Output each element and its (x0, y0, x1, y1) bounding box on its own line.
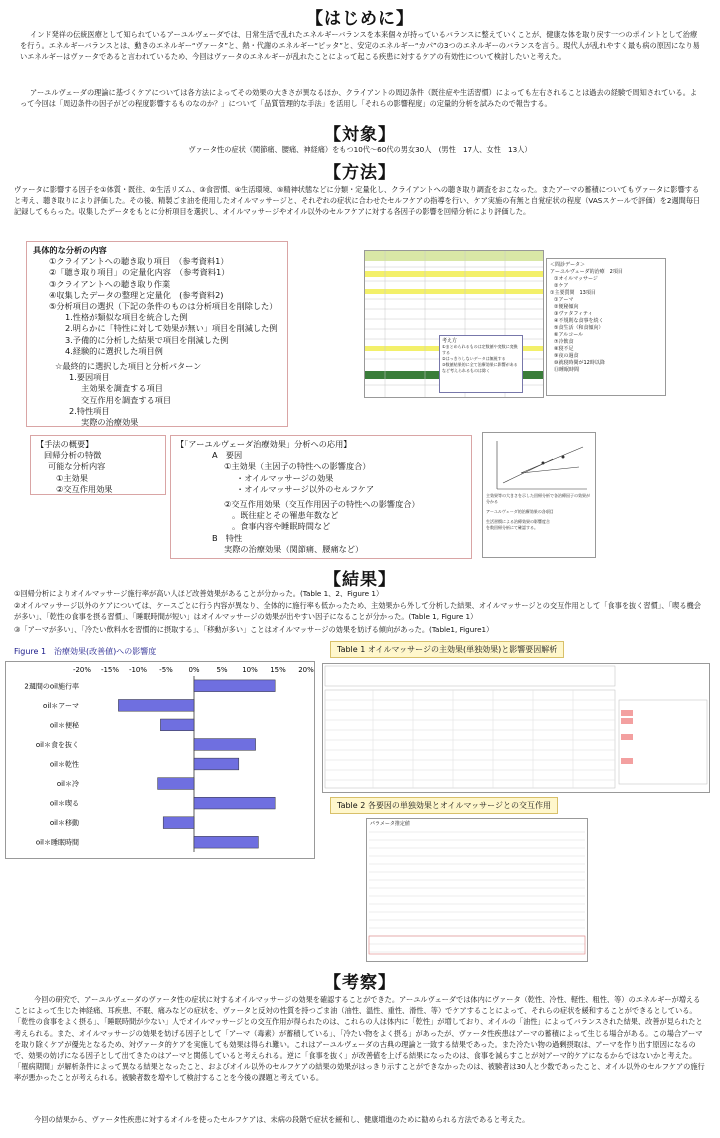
bar (194, 680, 275, 692)
category-label: oil＊睡眠時間 (35, 838, 79, 847)
bar (194, 797, 275, 809)
x-tick-label: 20% (298, 666, 314, 674)
category-label: oil＊喫る (49, 799, 79, 808)
interview-line: ⑨夜の過食 (554, 353, 579, 359)
thinking-note (439, 335, 523, 393)
results-item-1: ①回帰分析によりオイルマッサージ施行率が高い人ほど改善効果があることが分かった。(Table 1、2、Figure 1） (14, 589, 384, 598)
figure1-caption: Figure 1 治療効果(改善値)への影響度 (14, 647, 157, 656)
x-tick-label: 0% (188, 666, 200, 674)
overview-title: 【手法の概要】 (36, 439, 94, 449)
x-tick-label: 10% (242, 666, 258, 674)
category-label: oil＊冷 (56, 780, 79, 789)
note-line: ①まとめられるものは定数値や変数に変換する (442, 344, 518, 355)
x-tick-label: -5% (159, 666, 173, 674)
results-item-2: ②オイルマッサージ以外のケアについては、ケースごとに行う内容が異なり、全体的に施行率も低かったため、主効果から外して分析した結果、オイルマッサージとの交互作用として「食事を抜く習慣」、「喫る機会が多い」、「乾性の食事を摂る習慣」、「睡眠時間が短い」はオイルマッサージの効果が出やすい因子になることが分かった。(Table 1, Figure 1） (14, 601, 701, 622)
diagram-label: アーユルヴェーダ的治療効果の各項目 (486, 509, 554, 514)
application-line: 。食事内容や睡眠時間など (232, 521, 331, 532)
overview-line: 回帰分析の特徴 (44, 450, 102, 461)
analysis-line: ☆最終的に選択した項目と分析パターン (55, 361, 202, 372)
category-label: oil＊便秘 (49, 721, 79, 730)
results-heading: 【結果】 (324, 570, 396, 590)
application-box (170, 435, 472, 559)
overview-line: ①主効果 (56, 472, 88, 483)
bar (158, 778, 194, 790)
interview-title: ＜問診データ＞ (550, 262, 586, 268)
method-overview-box (30, 435, 166, 495)
analysis-line: ③クライアントへの聴き取り作業 (49, 278, 171, 289)
analysis-line: ②「聴き取り項目」の定量化内容 （参考資料1） (49, 267, 230, 278)
bar (194, 739, 256, 751)
category-label: oil＊食を抜く (35, 740, 79, 749)
analysis-title: 具体的な分析の内容 (33, 245, 107, 255)
analysis-line: 2.明らかに「特性に対して効果が無い」項目を削減した例 (65, 323, 278, 334)
note-line: ②はっきりしないデータは無視する (442, 356, 506, 361)
analysis-line: 1.要因項目 (69, 372, 110, 383)
note-title: 考え方 (442, 338, 458, 344)
analysis-line: 3.予備的に分析した結果で項目を削減した例 (65, 334, 229, 345)
analysis-line: 交互作用を調査する項目 (81, 394, 172, 405)
reference-spreadsheet-thumbnail (364, 250, 544, 398)
application-line: A 要因 (212, 450, 243, 461)
analysis-line: 主効果を調査する項目 (81, 383, 163, 394)
x-tick-label: -10% (128, 666, 148, 674)
method-heading: 【方法】 (324, 163, 396, 183)
intro-paragraph-2: アーユルヴェーダの理論に基づくケアについては各方法によってその効果の大きさが異なるほか、クライアントの周辺条件（既往症や生活習慣）によっても左右されることは過去の経験で周知されている。よって今回は「周辺条件の因子がどの程度影響するものなのか？」について「品質管理的な手法」を活用し「それらの影響程度」の定量的分析を試みたので報告する。 (20, 88, 698, 109)
discussion-heading: 【考察】 (324, 973, 396, 993)
interview-line: ⑤食生活（和食傾向） (554, 325, 604, 331)
analysis-line: ④収集したデータの整理と定量化 (参考資料2) (49, 289, 224, 300)
application-line: ①主効果（主因子の特性への影響度合） (224, 461, 371, 472)
overview-line: 可能な分析内容 (48, 461, 106, 472)
method-text: ヴァータに影響する因子を①体質・既往、②生活リズム、③食習慣、④生活環境、⑤精神状態などに分類・定量化し、クライアントへの聴き取り調査をおこなった。またアーマの蓄積についてもヴァータに影響すると考え、聴き取りにより評価した。その後、精製ごま油を使用したオイルマッサージと、それぞれの症状に合わせたセルフケアの指導を行い、ケア実施の有無と自覚症状の程度（VASスケールで評価）を2週間毎日記録してもらった。収集したデータをもとに分析項目を選択し、オイルマッサージやオイル以外のセルフケアに対する各因子の影響を回帰分析により評価した。 (14, 185, 701, 217)
category-label: oil＊移動 (49, 819, 79, 828)
table2-caption: Table 2 各要因の単独効果とオイルマッサージとの交互作用 (330, 797, 558, 814)
category-label: oil＊アーマ (43, 701, 79, 710)
x-tick-label: -15% (100, 666, 120, 674)
interview-line: ⑧寝不足 (554, 346, 574, 352)
note-line: ③数値結果的に全て治療効果に影響があるなど考えられるものは除く (442, 362, 518, 373)
interview-data-thumbnail (546, 258, 666, 396)
interview-line: ⑥アルコール (554, 332, 584, 338)
table2-grid (367, 828, 587, 958)
interview-line: ④不規則な食事を続く (554, 318, 604, 324)
interview-line: ①主要質問 13項目 (550, 290, 596, 296)
diagram-label: を数回帰分析にて確認する。 (486, 525, 538, 530)
table2-thumbnail (366, 818, 588, 962)
regression-diagram (483, 433, 595, 501)
figure1-chart-frame (5, 661, 315, 859)
application-line: 。既往症とその罹患年数など (232, 510, 339, 521)
results-item-3: ③「アーマが多い」、「冷たい飲料水を習慣的に摂取する」、「移動が多い」ことはオイルマッサージの効果を妨げる傾向があった。(Table1, Figure1） (14, 625, 494, 634)
intro-heading: 【はじめに】 (306, 9, 414, 29)
bar (160, 719, 194, 731)
application-title: 【「アーユルヴェーダ治療効果」分析への応用】 (176, 439, 352, 449)
analysis-line: 4.経験的に選択した項目例 (65, 345, 163, 356)
application-line: 実際の治療効果（関節痛、腰痛など） (224, 543, 364, 554)
interview-line: ②便秘傾向 (554, 304, 579, 310)
analysis-line: 1.性格が類似な項目を統合した例 (65, 312, 188, 323)
application-line: ・オイルマッサージの効果 (236, 472, 334, 483)
diagram-label: 主効果等の大きさを示した回帰分析で各治療因子の効果が分かる (486, 493, 590, 504)
application-line: ②交互作用効果（交互作用因子の特性への影響度合） (224, 499, 420, 510)
table2-title: パラメータ推定値 (370, 821, 410, 827)
analysis-line: ⑤分析項目の選択（下記の条件のものは分析項目を削除した） (49, 301, 278, 312)
target-heading: 【対象】 (324, 125, 396, 145)
discussion-text: 今回の研究で、アーユルヴェーダのヴァータ性の症状に対するオイルマッサージの効果を確認することができた。アーユルヴェーダでは体内にヴァータ（乾性、冷性、軽性、粗性、等）のエネルギーが増えることによって生じた神経痛、耳疾患、不眠、痛みなどの症状を、ヴァータと反対の性質を持つごま油（油性、温性、重性、滑性、等）でケアすることによって、それらの症状を緩和することができるとしている。「乾性の食事をよく摂る」、「睡眠時間が少ない」人でオイルマッサージとの交互作用が得られたのは、これらの人は体内に「乾性」が増しており、オイルの「油性」によってバランスされた結果、改善が見られたと考えられる。また、オイルマッサージの効果を妨げる因子として「アーマ（毒素）が蓄積している」、「冷たい物をよく摂る」があったが、ヴァータ性疾患はアーマの蓄積によって生じる場合がある。この場合アーマを取り除くケアが優先となるため、対ヴァータ的ケアを実施しても効果は得られ難い。これはアーユルヴェーダの古典の理論と一致する結果であった。また冷たい物の過剰摂取は、アーマを作り出す原因になるので、効果の妨げになる因子として出てきたのはアーマと関係していると考えられる。逆に「食事を抜く」が改善値を上げる結果になったのは、食事を減らすことが対アーマ的ケアになるからではないかと考えた。「罹病期間」が解析条件によって異なる結果となったこと、およびオイル以外のセルフケアの結果の効果がはっきり示すことができなかったのは、被験者は30人と少数であったこと、オイル以外のセルフケアの施行率が悪かったことが考えられる。被験者数を増やして検討することを今後の課題と考えている。 (14, 995, 705, 1083)
x-tick-label: 5% (216, 666, 228, 674)
interview-line: ⑦冷飲食 (554, 339, 574, 345)
table1-caption: Table 1 オイルマッサージの主効果(単独効果)と影響要因解析 (330, 641, 564, 658)
x-tick-label: 15% (270, 666, 286, 674)
analysis-line: 2.特性項目 (69, 405, 110, 416)
intro-paragraph-1: インド発祥の伝統医療として知られているアーユルヴェーダでは、日常生活で乱れたエネルギーバランスを本来個々が持っているバランスに整えていくことが、健康な体を取り戻す一つのポイントとして治療を行う。エネルギーバランスとは、動きのエネルギー“ヴァータ”と、熱・代謝のエネルギー“ピッタ”と、安定のエネルギー“カパ”の3つのエネルギーのバランスを言う。現代人が乱れやすく最も病の原因になり易いエネルギーはヴァータであると言われているため、今回はヴァータのエネルギーが乱れたことによって起こる疾患に対するケアの有効性について検討したいと考えた。 (20, 30, 700, 62)
interview-line: ②ケア (554, 283, 569, 289)
figure1-chart (6, 662, 314, 858)
discussion-closing: 今回の結果から、ヴァータ性疾患に対するオイルを使ったセルフケアは、未病の段階で症状を緩和し、健康増進のために勧められる方法であると考えた。 (34, 1115, 530, 1124)
analysis-content-box (26, 241, 288, 427)
regression-diagram-thumbnail (482, 432, 596, 558)
analysis-line: 実際の治療効果 (81, 417, 139, 428)
bar (194, 836, 258, 848)
category-label: oil＊乾性 (49, 760, 79, 769)
bar (163, 817, 194, 829)
application-line: ・オイルマッサージ以外のセルフケア (236, 483, 375, 494)
bar (194, 758, 239, 770)
analysis-line: ①クライアントへの聴き取り項目 （参考資料1） (49, 256, 229, 267)
overview-line: ②交互作用効果 (56, 483, 113, 494)
interview-line: ③ヴァタフィティ (554, 311, 593, 317)
category-label: 2週間のoil施行率 (24, 682, 79, 691)
diagram-label: 生活習慣による治療効果の影響度合 (486, 519, 550, 524)
application-line: B 特性 (212, 532, 243, 543)
interview-line: ①オイルマッサージ (554, 276, 598, 282)
target-text: ヴァータ性の症状（関節痛、腰痛、神経痛）をもつ10代〜60代の男女30人 (男性 17人、女性 13人） (188, 145, 532, 154)
x-tick-label: -20% (72, 666, 92, 674)
table1-grid (323, 664, 709, 792)
interview-line: ⑪睡眠時間 (554, 367, 580, 373)
interview-line: ①アーマ (554, 297, 574, 303)
bar (118, 699, 194, 711)
interview-line: ⑩就寝時間が12時以降 (554, 360, 605, 366)
interview-line: アーユルヴェーダ的治療 2項目 (550, 269, 623, 275)
table1-thumbnail (322, 663, 710, 793)
